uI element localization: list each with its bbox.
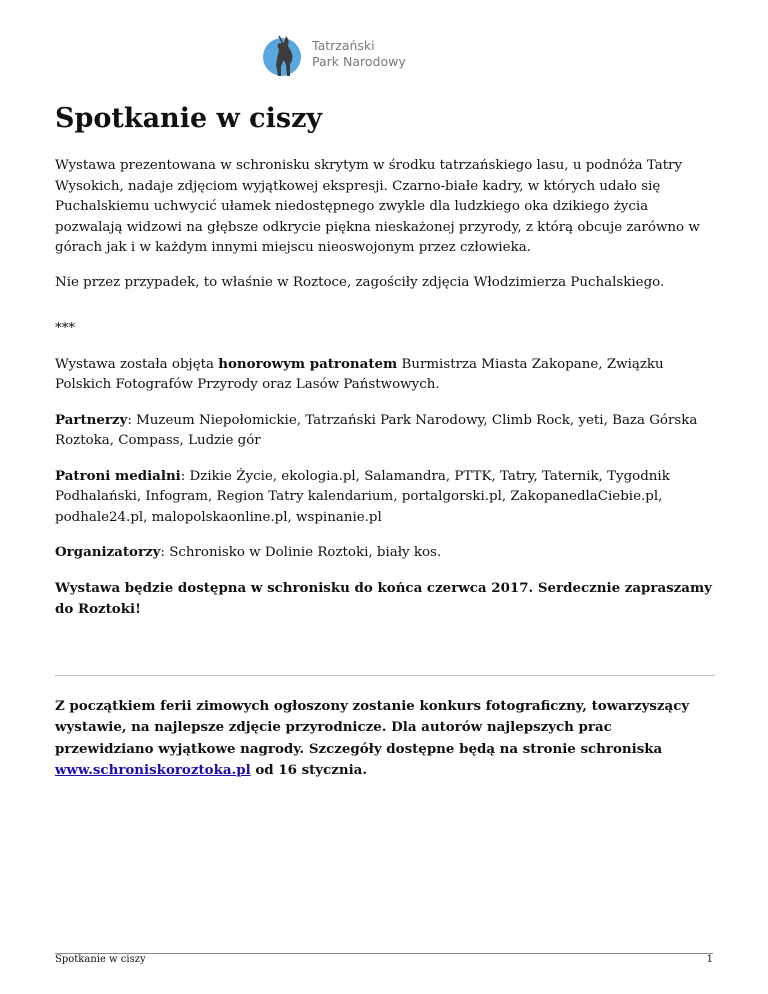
intro-paragraph: Wystawa prezentowana w schronisku skrytym w środku tatrzańskiego lasu, u podnóża Tatry Wysokich, nadaje zdjęciom wyjątkowej ekspresji. Czarno-białe kadry, w których udało się Puchalskiemu uchwycić ułamek niedostępnego zwykle dla ludzkiego oka dzikiego życia pozwalają widzowi na głębsze odkrycie piękna nieskażonej przyrody, z którą obcuje zarówno w górach jak i w każdym innymi miejscu nieoswojonym przez człowieka. [55, 158, 700, 255]
second-paragraph: Nie przez przypadek, to właśnie w Roztoce, zagościły zdjęcia Włodzimierza Puchalskiego. [55, 274, 665, 290]
contest-suffix: od 16 stycznia. [250, 762, 367, 778]
separator-stars: *** [55, 321, 76, 336]
article-body [55, 102, 715, 796]
contest-text: Z początkiem ferii zimowych ogłoszony zostanie konkurs fotograficzny, towarzyszący wystawie, na najlepsze zdjęcie przyrodnicze. Dla autorów najlepszych prac przewidziano wyjątkowe nagrody. Szczegóły dostępne będą na stronie schroniska [55, 697, 690, 757]
footer-title: Spotkanie w ciszy [55, 954, 146, 965]
shelter-website-link[interactable]: www.schroniskoroztoka.pl [55, 762, 251, 778]
partners-paragraph [55, 410, 715, 452]
logo-text [312, 38, 406, 70]
patronage-bold: honorowym patronatem [218, 355, 398, 372]
organizers-label: Organizatorzy [55, 544, 161, 560]
media-patrons-label: Patroni medialni [55, 467, 181, 484]
footer-divider [55, 953, 713, 954]
partners-label: Partnerzy [55, 411, 128, 428]
logo-line-2: Park Narodowy [312, 54, 406, 69]
closing-text: Wystawa będzie dostępna w schronisku do końca czerwca 2017. Serdecznie zapraszamy do Roztoki! [55, 579, 712, 617]
organizers-paragraph [55, 542, 715, 564]
patronage-suffix: Burmistrza Miasta Zakopane, Związku Polskich Fotografów Przyrody oraz Lasów Państwowych. [55, 356, 664, 392]
logo-line-1: Tatrzański [312, 38, 375, 53]
partners-text: : Muzeum Niepołomickie, Tatrzański Park Narodowy, Climb Rock, yeti, Baza Górska Roztoka, Compass, Ludzie gór [55, 412, 698, 448]
contest-paragraph [55, 696, 715, 782]
closing-paragraph [55, 578, 715, 621]
media-patrons-text: : Dzikie Życie, ekologia.pl, Salamandra, PTTK, Tatry, Taternik, Tygodnik Podhalański, Infogram, Region Tatry kalendarium, portalgorski.pl, ZakopanedlaCiebie.pl, podhale24.pl, malopolskaonline.pl, wspinanie.pl [55, 468, 670, 525]
horizontal-divider [55, 675, 715, 676]
spacer [55, 635, 715, 675]
organizers-text: : Schronisko w Dolinie Roztoki, biały kos. [160, 545, 442, 560]
media-patrons-paragraph [55, 466, 715, 529]
tpn-logo [262, 34, 422, 80]
page-title: Spotkanie w ciszy [55, 103, 323, 134]
patronage-prefix: Wystawa została objęta [55, 356, 219, 372]
patronage-paragraph [55, 354, 715, 396]
chamois-logo-icon [262, 34, 304, 78]
page-number: 1 [706, 954, 713, 965]
